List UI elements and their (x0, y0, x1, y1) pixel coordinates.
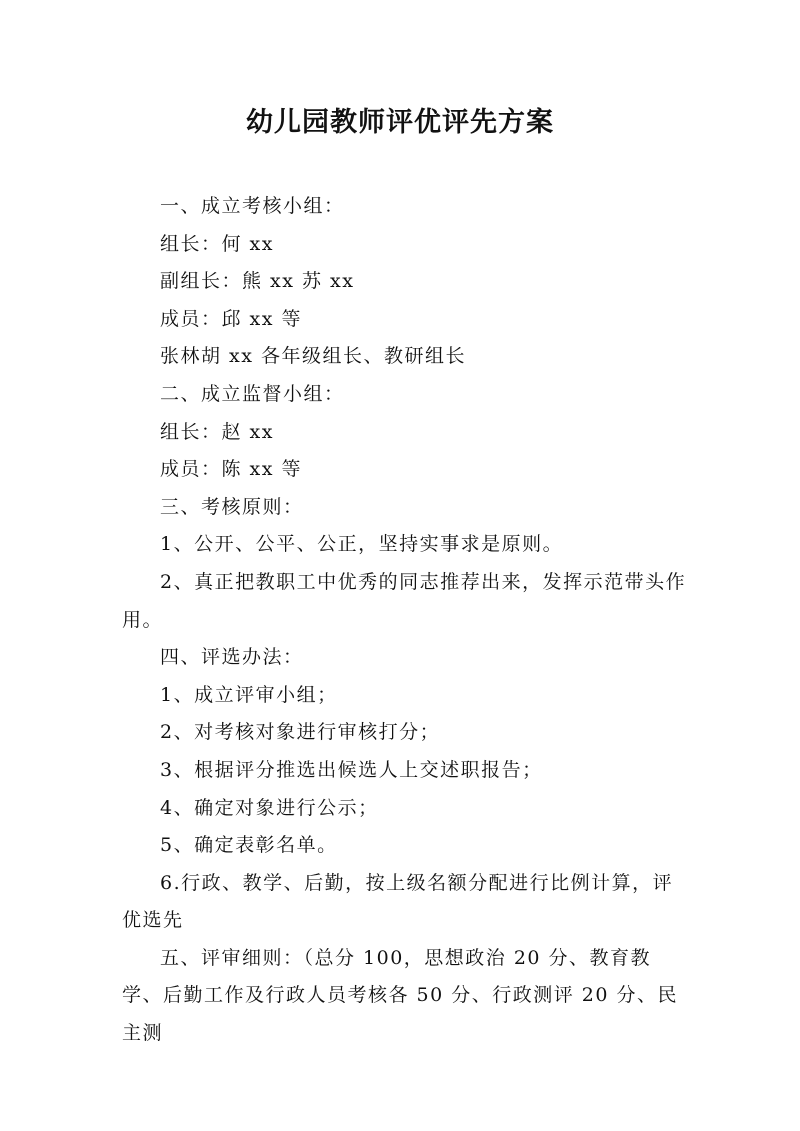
paragraph: 1、成立评审小组； (160, 683, 338, 706)
section-heading: 二、成立监督小组： (160, 382, 345, 405)
paragraph: 张林胡 xx 各年级组长、教研组长 (160, 345, 467, 368)
paragraph: 1、公开、公平、公正，坚持实事求是原则。 (160, 533, 564, 556)
document-body (122, 188, 692, 1053)
paragraph: 3、根据评分推选出候选人上交述职报告； (160, 758, 543, 781)
paragraph: 组长：赵 xx (160, 420, 274, 443)
paragraph: 2、对考核对象进行审核打分； (160, 721, 441, 744)
section-heading: 五、评审细则：（总分 100，思想政治 20 分、教育教学、后勤工作及行政人员考核各 50 分、行政测评 20 分、民主测 (122, 946, 679, 1045)
paragraph: 组长：何 xx (160, 232, 274, 255)
section-heading: 三、考核原则： (160, 495, 304, 518)
paragraph: 副组长：熊 xx 苏 xx (160, 270, 355, 293)
paragraph: 2、真正把教职工中优秀的同志推荐出来，发挥示范带头作用。 (122, 570, 687, 631)
paragraph: 成员：邱 xx 等 (160, 307, 303, 330)
paragraph: 6.行政、教学、后勤，按上级名额分配进行比例计算，评优选先 (122, 871, 674, 932)
paragraph: 成员：陈 xx 等 (160, 458, 303, 481)
paragraph: 5、确定表彰名单。 (160, 834, 338, 857)
paragraph: 4、确定对象进行公示； (160, 796, 379, 819)
section-heading: 四、评选办法： (160, 646, 304, 669)
section-heading: 一、成立考核小组： (160, 195, 345, 217)
document-title: 幼儿园教师评优评先方案 (246, 107, 554, 138)
